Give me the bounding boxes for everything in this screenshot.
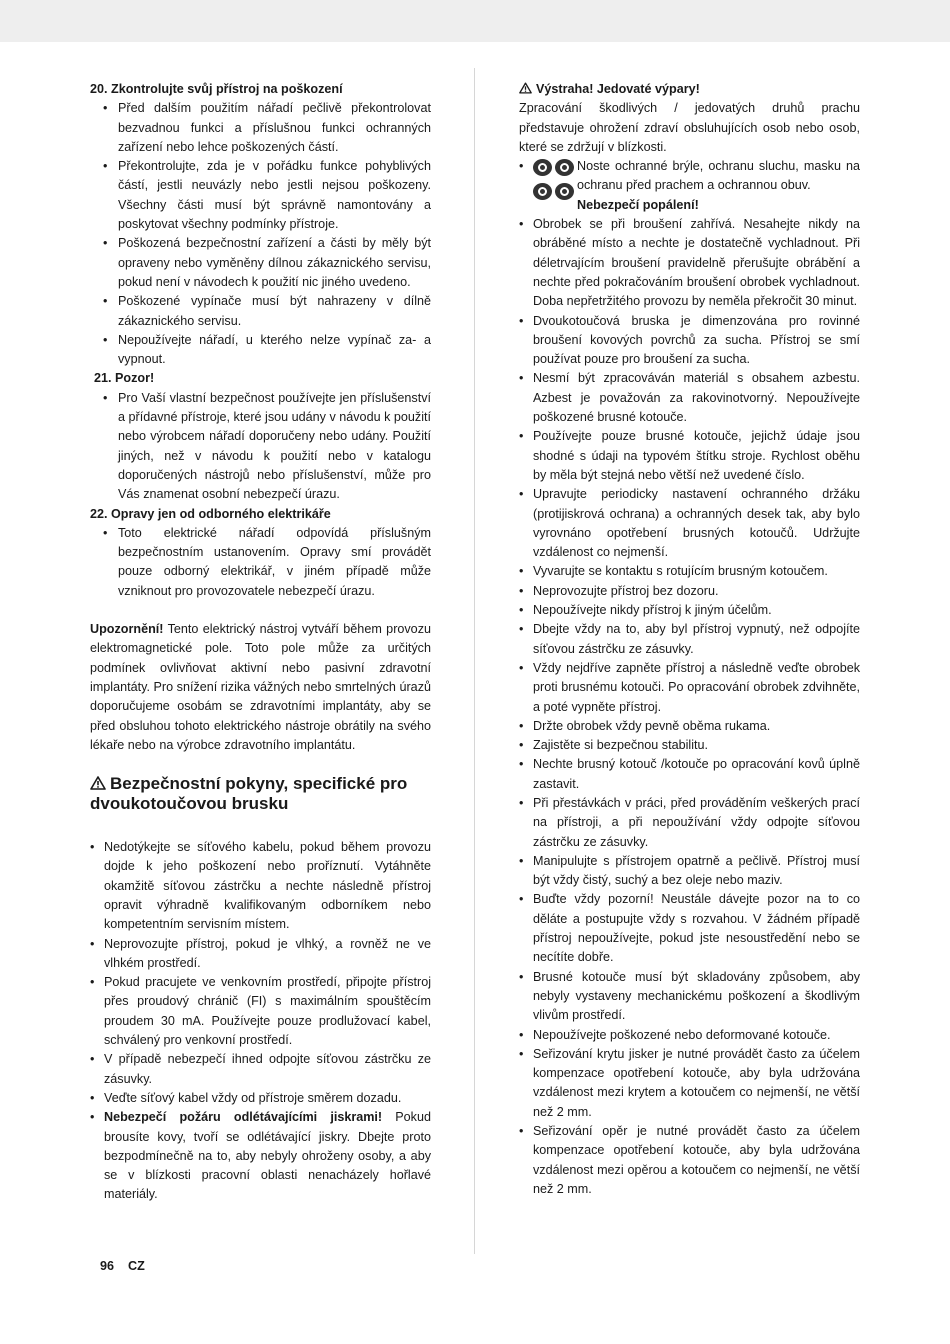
list-item: • Při přestávkách v práci, před prováděním veškerých prací na přístroji, a při nepoužívání vždy odpojte síťovou zástrčku ze zásuvky.: [519, 794, 860, 852]
ppe-list-item: [519, 157, 860, 215]
list-item: • Před dalším použitím nářadí pečlivě překontrolovat bezvadnou funkci a příslušnou funkci ochranných zařízení nebo lehce poškozených částí.: [90, 99, 431, 157]
list-item: • Brusné kotouče musí být skladovány způsobem, aby nebyly vystaveny mechanickému poškození a škodlivým vlivům prostředí.: [519, 968, 860, 1026]
left-column: [90, 80, 431, 1205]
right-column: [519, 80, 860, 1199]
list-item: • Obrobek se při broušení zahřívá. Nesahejte nikdy na obráběné místo a nechte je dostatečně vychladnout. Při déletrvajícím broušení pravidelně přerušujte obrábění a nechte před pokračováním broušení obrobek vychladnout. Doba nepřetržitého provozu by neměla překročit 30 minut.: [519, 215, 860, 311]
section-22-list: [90, 524, 431, 601]
ppe-text: Noste ochranné brýle, ochranu sluchu, masku na ochranu před prachem a ochrannou obuv.: [577, 159, 860, 193]
list-item: • Vždy nejdříve zapněte přístroj a následně veďte obrobek proti brusnému kotouči. Po opracování obrobek zdvihněte, a poté vypněte přístroj.: [519, 659, 860, 717]
ear-protection-icon: [555, 159, 574, 176]
list-item: • Zajistěte si bezpečnou stabilitu.: [519, 736, 860, 755]
list-item: • Toto elektrické nářadí odpovídá příslušným bezpečnostním ustanovením. Opravy smí provádět pouze odborný elektrikář, v jiném případě může vzniknout pro provozovatele nebezpečí úrazu.: [90, 524, 431, 601]
column-divider: [474, 68, 475, 1254]
list-item: • Nepoužívejte poškozené nebo deformované kotouče.: [519, 1026, 860, 1045]
list-item: • Překontrolujte, zda je v pořádku funkce pohyblivých částí, jestli neuvázly nebo jestli nejsou poškozeny. Všechny části musí být správně namontovány a poskytovat všechny podmínky přístroje.: [90, 157, 431, 234]
section-heading: [90, 774, 431, 814]
list-item: • Vyvarujte se kontaktu s rotujícím brusným kotoučem.: [519, 562, 860, 581]
list-item: • V případě nebezpečí ihned odpojte síťovou zástrčku ze zásuvky.: [90, 1050, 431, 1089]
list-item: • Nesmí být zpracováván materiál s obsahem azbestu. Azbest je považován za rakovinotvorný. Nepoužívejte poškozené brusné kotouče.: [519, 369, 860, 427]
heading-line-1: Bezpečnostní pokyny, specifické pro: [90, 774, 431, 794]
safety-bullets-left: [90, 838, 431, 1205]
language-code: CZ: [128, 1259, 145, 1273]
notice-text: Tento elektrický nástroj vytváří během provozu elektromagnetické pole. Toto pole může za určitých podmínek ovlivňovat aktivní nebo pasivní zdravotní implantáty. Pro snížení rizika vážných nebo smrtelných úrazů doporučujeme osobám se zdravotními implantáty, aby se před obsluhou tohoto elektrického nástroje obrátily na svého lékaře nebo na výrobce zdravotního implantátu.: [90, 622, 431, 752]
ppe-icons: [533, 159, 577, 197]
list-item: • Veďte síťový kabel vždy od přístroje směrem dozadu.: [90, 1089, 431, 1108]
section-20-list: [90, 99, 431, 369]
section-21-list: [90, 389, 431, 505]
list-item: • Poškozená bezpečnostní zařízení a části by měly být opraveny nebo vyměněny dílnou zákaznického servisu, pokud není v návodech k použití nic jiného uvedeno.: [90, 234, 431, 292]
emf-notice: [90, 620, 431, 755]
section-22-title: 22. Opravy jen od odborného elektrikáře: [90, 506, 331, 521]
heading-line-2: dvoukotoučovou brusku: [90, 794, 289, 814]
list-item: • Používejte pouze brusné kotouče, jejichž údaje jsou shodné s údaji na typovém štítku stroje. Rychlost oběhu by měla být stejná nebo větší než uvedené číslo.: [519, 427, 860, 485]
list-item: • Nepoužívejte nářadí, u kterého nelze vypínač za- a vypnout.: [90, 331, 431, 370]
list-item: • Nedotýkejte se síťového kabelu, pokud během provozu dojde k jeho poškození nebo proříznutí. Vytáhněte okamžitě síťovou zástrčku a nechte následně přístroj opravit výhradně kvalifikovaným odborníkem nebo kompetentním servisním místem.: [90, 838, 431, 934]
page-number: 96: [100, 1259, 115, 1273]
warning-triangle-icon: [519, 82, 532, 94]
list-item: • Dbejte vždy na to, aby byl přístroj vypnutý, než odpojíte síťovou zástrčku ze zásuvky.: [519, 620, 860, 659]
list-item: [90, 1108, 431, 1204]
goggles-icon: [533, 159, 552, 176]
fire-warning-label: Nebezpečí požáru odlétávajícími jiskrami!: [104, 1110, 383, 1125]
list-item: • Seřizování krytu jisker je nutné provádět často za účelem kompenzace opotřebení kotouče, aby byla udržována vzdálenost mezi krytem a kotoučem co nejmenší, ne větší než 2 mm.: [519, 1045, 860, 1122]
list-item: • Manipulujte s přístrojem opatrně a pečlivě. Přístroj musí být vždy čistý, suchý a bez oleje nebo maziv.: [519, 852, 860, 891]
list-item: • Neprovozujte přístroj bez dozoru.: [519, 582, 860, 601]
list-item: • Nechte brusný kotouč /kotouče po opracování kovů úplně zastavit.: [519, 755, 860, 794]
toxic-warning-text: Zpracování škodlivých / jedovatých druhů prachu představuje ohrožení zdraví obsluhujících osob nebo osob, které se zdržují v blízkosti.: [519, 101, 860, 154]
list-item: • Poškozené vypínače musí být nahrazeny v dílně zákaznického servisu.: [90, 292, 431, 331]
list-item: • Pro Vaší vlastní bezpečnost používejte jen příslušenství a přídavné přístroje, které jsou udány v návodu k použití nebo výrobcem nářadí doporučeny nebo udány. Použití jiných, než v návodu k použití nebo v katalogu doporučených nástrojů nebo příslušenství, může pro Vás znamenat osobní nebezpečí úrazu.: [90, 389, 431, 505]
list-item: • Dvoukotoučová bruska je dimenzována pro rovinné broušení kovových povrchů za sucha. Přístroj se smí používat pouze pro broušení za sucha.: [519, 312, 860, 370]
dust-mask-icon: [533, 183, 552, 200]
list-item: • Seřizování opěr je nutné provádět často za účelem kompenzace opotřebení kotouče, aby byla udržována vzdálenost mezi opěrou a kotoučem co nejmenší, ne větší než 2 mm.: [519, 1122, 860, 1199]
top-gray-band: [0, 0, 950, 42]
section-21-title: 21. Pozor!: [94, 371, 155, 386]
notice-label: Upozornění!: [90, 622, 164, 637]
burn-warning-label: Nebezpečí popálení!: [577, 197, 699, 212]
list-item: • Nepoužívejte nikdy přístroj k jiným účelům.: [519, 601, 860, 620]
page-footer: [100, 1257, 159, 1276]
fire-warning-text: Pokud brousíte kovy, tvoří se odlétávající jiskry. Dbejte proto bezpodmínečně na to, aby nebyly ohroženy osoby, a aby se v blízkosti pracovní oblasti nenacházely hořlavé materiály.: [104, 1110, 431, 1202]
safety-bullets-right: [519, 157, 860, 1199]
warning-triangle-icon: [90, 776, 106, 790]
list-item: • Upravujte periodicky nastavení ochranného držáku (protijiskrová ochrana) a ochranných desek tak, aby bylo vyrovnáno opotřebení brusných kotoučů. Udržujte vzdálenost co nejmenší.: [519, 485, 860, 562]
list-item: • Neprovozujte přístroj, pokud je vlhký, a rovněž ne ve vlhkém prostředí.: [90, 935, 431, 974]
toxic-warning-title: Výstraha! Jedovaté výpary!: [519, 80, 860, 99]
section-20-title: 20. Zkontrolujte svůj přístroj na poškození: [90, 82, 343, 96]
list-item: • Pokud pracujete ve venkovním prostředí, připojte přístroj přes proudový chránič (FI) s maximálním spouštěcím proudem 30 mA. Používejte pouze prodlužovací kabel, schválený pro venkovní prostředí.: [90, 973, 431, 1050]
safety-shoes-icon: [555, 183, 574, 200]
list-item: • Držte obrobek vždy pevně oběma rukama.: [519, 717, 860, 736]
list-item: • Buďte vždy pozorní! Neustále dávejte pozor na to co děláte a postupujte vždy s rozvahou. V žádném případě přístroj nepoužívejte, pokud jste nesoustředění nebo se necítíte dobře.: [519, 890, 860, 967]
